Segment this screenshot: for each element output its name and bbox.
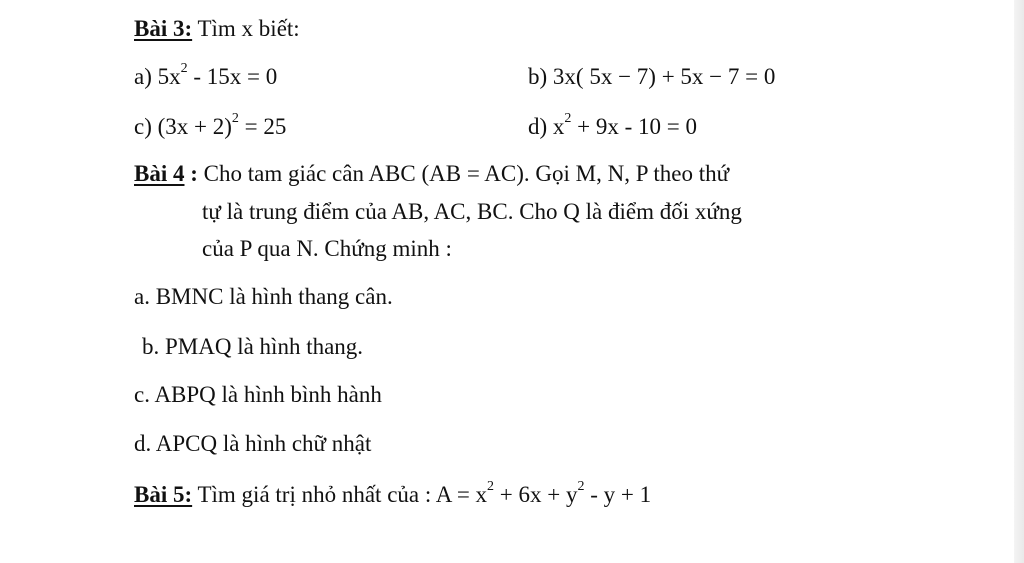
bai5-line (134, 481, 651, 509)
bai3-item-d-pre: x (552, 114, 565, 139)
bai4-part-b: b. PMAQ là hình thang. (142, 334, 364, 359)
bai3-item-a-sup: 2 (180, 61, 188, 77)
bai3-item-d (528, 113, 697, 141)
bai3-item-c-post: = 25 (238, 114, 287, 139)
bai3-item-b-pre: 3x( 5x − 7) + 5x − 7 = 0 (552, 64, 776, 89)
bai5-expr-pre: x (475, 482, 488, 507)
bai5-sup1: 2 (487, 479, 495, 495)
bai5-expr-mid: + 6x + y (494, 482, 578, 507)
bai5-sup2: 2 (577, 479, 585, 495)
bai3-item-c-sup: 2 (231, 111, 239, 127)
bai3-item-a (134, 63, 277, 91)
bai3-item-d-post: + 9x - 10 = 0 (571, 114, 698, 139)
bai4-part-c: c. ABPQ là hình bình hành (134, 382, 382, 407)
bai5-label: Bài 5: (134, 482, 193, 507)
bai4-line1-text: Cho tam giác cân ABC (AB = AC). Gọi M, N, P theo thứ (197, 161, 730, 186)
bai3-item-c-prefix: c) (134, 114, 152, 139)
bai4-part-a: a. BMNC là hình thang cân. (134, 284, 393, 309)
bai3-item-c-pre: (3x + 2) (157, 114, 232, 139)
bai4-line1 (134, 160, 729, 188)
bai5-text: Tìm giá trị nhỏ nhất của : A = (192, 482, 476, 507)
bai4-line3: của P qua N. Chứng minh : (202, 236, 452, 261)
bai3-item-b-prefix: b) (528, 64, 548, 89)
bai4-label: Bài 4 (134, 161, 185, 186)
bai3-item-c (134, 113, 286, 141)
bai5-expr-post: - y + 1 (584, 482, 652, 507)
bai3-title: Tìm x biết: (192, 16, 300, 41)
bai4-line2: tự là trung điểm của AB, AC, BC. Cho Q là điểm đối xứng (202, 199, 742, 224)
bai3-item-d-sup: 2 (564, 111, 572, 127)
bai3-item-b (528, 63, 775, 91)
bai3-item-a-post: - 15x = 0 (187, 64, 278, 89)
bai4-colon: : (184, 161, 198, 186)
bai3-item-a-prefix: a) (134, 64, 152, 89)
right-edge-shadow (1014, 0, 1024, 563)
bai3-label: Bài 3: (134, 16, 193, 41)
bai3-item-d-prefix: d) (528, 114, 548, 139)
bai4-part-d: d. APCQ là hình chữ nhật (134, 431, 372, 456)
bai3-item-a-pre: 5x (157, 64, 181, 89)
bai3-heading (134, 15, 300, 43)
